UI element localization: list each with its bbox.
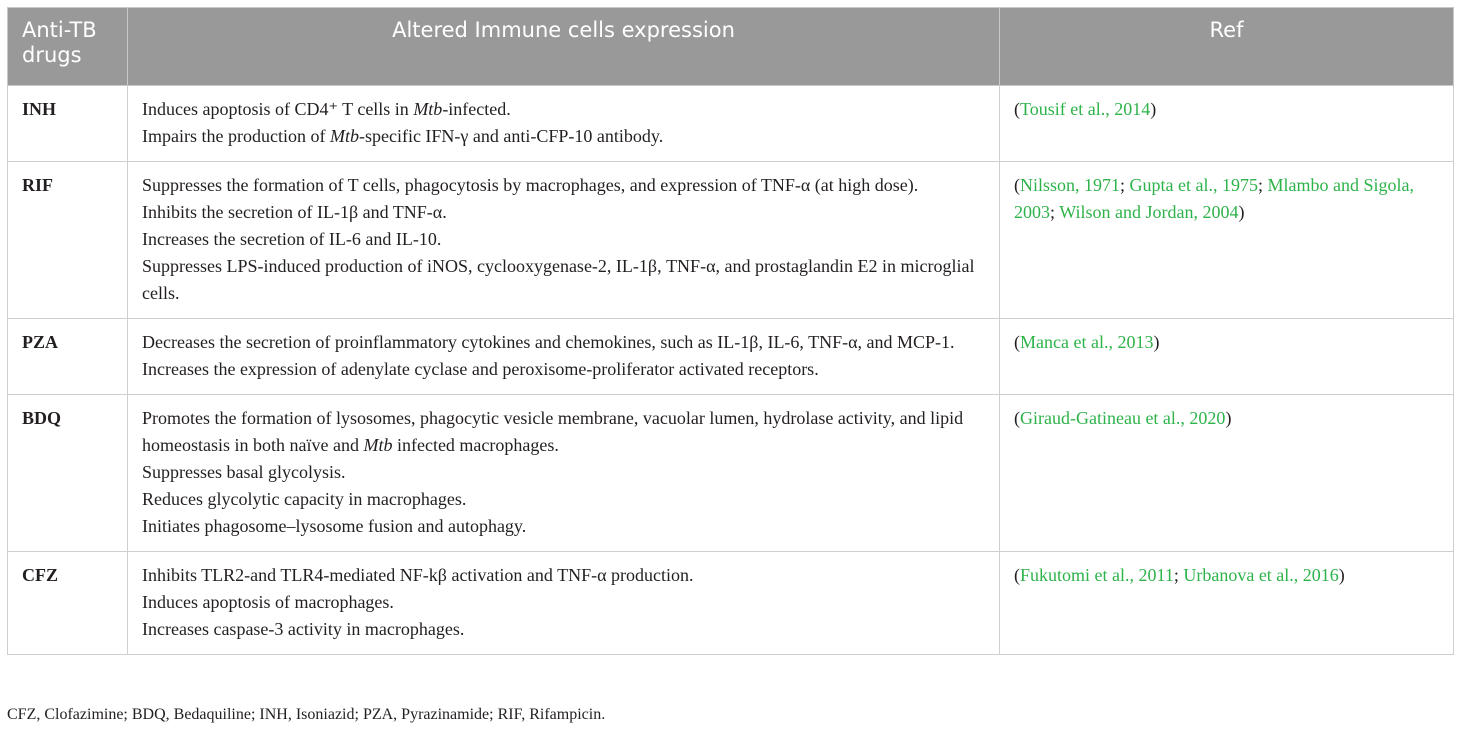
drug-name: PZA (8, 319, 128, 395)
drug-immune-table (7, 7, 1454, 655)
table-row (8, 86, 1454, 162)
table-row (8, 395, 1454, 552)
effect-line: Induces apoptosis of CD4⁺ T cells in Mtb-infected. (142, 99, 511, 119)
drug-name: RIF (8, 162, 128, 319)
effect-line: Decreases the secretion of proinflammatory cytokines and chemokines, such as IL-1β, IL-6, TNF-α, and MCP-1. (142, 332, 955, 352)
refs-cell: (Giraud-Gatineau et al., 2020) (1000, 395, 1454, 552)
refs-cell: (Nilsson, 1971; Gupta et al., 1975; Mlambo and Sigola, 2003; Wilson and Jordan, 2004) (1000, 162, 1454, 319)
effects-cell (128, 86, 1000, 162)
effect-line: Suppresses basal glycolysis. (142, 462, 346, 482)
table-row (8, 552, 1454, 655)
reference-link[interactable]: Manca et al., 2013 (1020, 332, 1154, 352)
drug-name: BDQ (8, 395, 128, 552)
effect-line: Initiates phagosome–lysosome fusion and autophagy. (142, 516, 527, 536)
reference-link[interactable]: Urbanova et al., 2016 (1183, 565, 1339, 585)
effects-cell (128, 552, 1000, 655)
header-row (8, 8, 1454, 86)
effect-line: Inhibits TLR2-and TLR4-mediated NF-kβ activation and TNF-α production. (142, 565, 694, 585)
refs-cell: (Fukutomi et al., 2011; Urbanova et al., 2016) (1000, 552, 1454, 655)
refs-cell: (Manca et al., 2013) (1000, 319, 1454, 395)
reference-link[interactable]: Giraud-Gatineau et al., 2020 (1020, 408, 1226, 428)
table-row (8, 162, 1454, 319)
effects-cell (128, 162, 1000, 319)
drug-name: INH (8, 86, 128, 162)
refs-cell: (Tousif et al., 2014) (1000, 86, 1454, 162)
reference-link[interactable]: Fukutomi et al., 2011 (1020, 565, 1174, 585)
effect-line: Impairs the production of Mtb-specific IFN-γ and anti-CFP-10 antibody. (142, 126, 664, 146)
reference-link[interactable]: Mlambo and Sigola, 2003 (1014, 175, 1415, 222)
reference-link[interactable]: Gupta et al., 1975 (1129, 175, 1259, 195)
header-ref: Ref (1000, 8, 1454, 86)
effect-line: Inhibits the secretion of IL-1β and TNF-α. (142, 202, 447, 222)
table-footnote: CFZ, Clofazimine; BDQ, Bedaquiline; INH, Isoniazid; PZA, Pyrazinamide; RIF, Rifampicin. (7, 706, 606, 723)
table-row (8, 319, 1454, 395)
effect-line: Increases the secretion of IL-6 and IL-10. (142, 229, 442, 249)
reference-link[interactable]: Nilsson, 1971 (1020, 175, 1121, 195)
effect-line: Increases the expression of adenylate cyclase and peroxisome-proliferator activated receptors. (142, 359, 819, 379)
effect-line: Promotes the formation of lysosomes, phagocytic vesicle membrane, vacuolar lumen, hydrolase activity, and lipid homeostasis in both naïve and Mtb infected macrophages. (142, 408, 964, 455)
table-header (8, 8, 1454, 86)
drug-name: CFZ (8, 552, 128, 655)
effect-line: Reduces glycolytic capacity in macrophages. (142, 489, 467, 509)
effects-cell (128, 395, 1000, 552)
reference-link[interactable]: Tousif et al., 2014 (1020, 99, 1151, 119)
effect-line: Suppresses the formation of T cells, phagocytosis by macrophages, and expression of TNF-α (at high dose). (142, 175, 919, 195)
effect-line: Suppresses LPS-induced production of iNOS, cyclooxygenase-2, IL-1β, TNF-α, and prostaglandin E2 in microglial cells. (142, 256, 975, 303)
table-body (8, 86, 1454, 655)
header-expression: Altered Immune cells expression (128, 8, 1000, 86)
effects-cell (128, 319, 1000, 395)
header-drugs: Anti-TB drugs (8, 8, 128, 86)
reference-link[interactable]: Wilson and Jordan, 2004 (1059, 202, 1239, 222)
effect-line: Induces apoptosis of macrophages. (142, 592, 394, 612)
effect-line: Increases caspase-3 activity in macrophages. (142, 619, 465, 639)
